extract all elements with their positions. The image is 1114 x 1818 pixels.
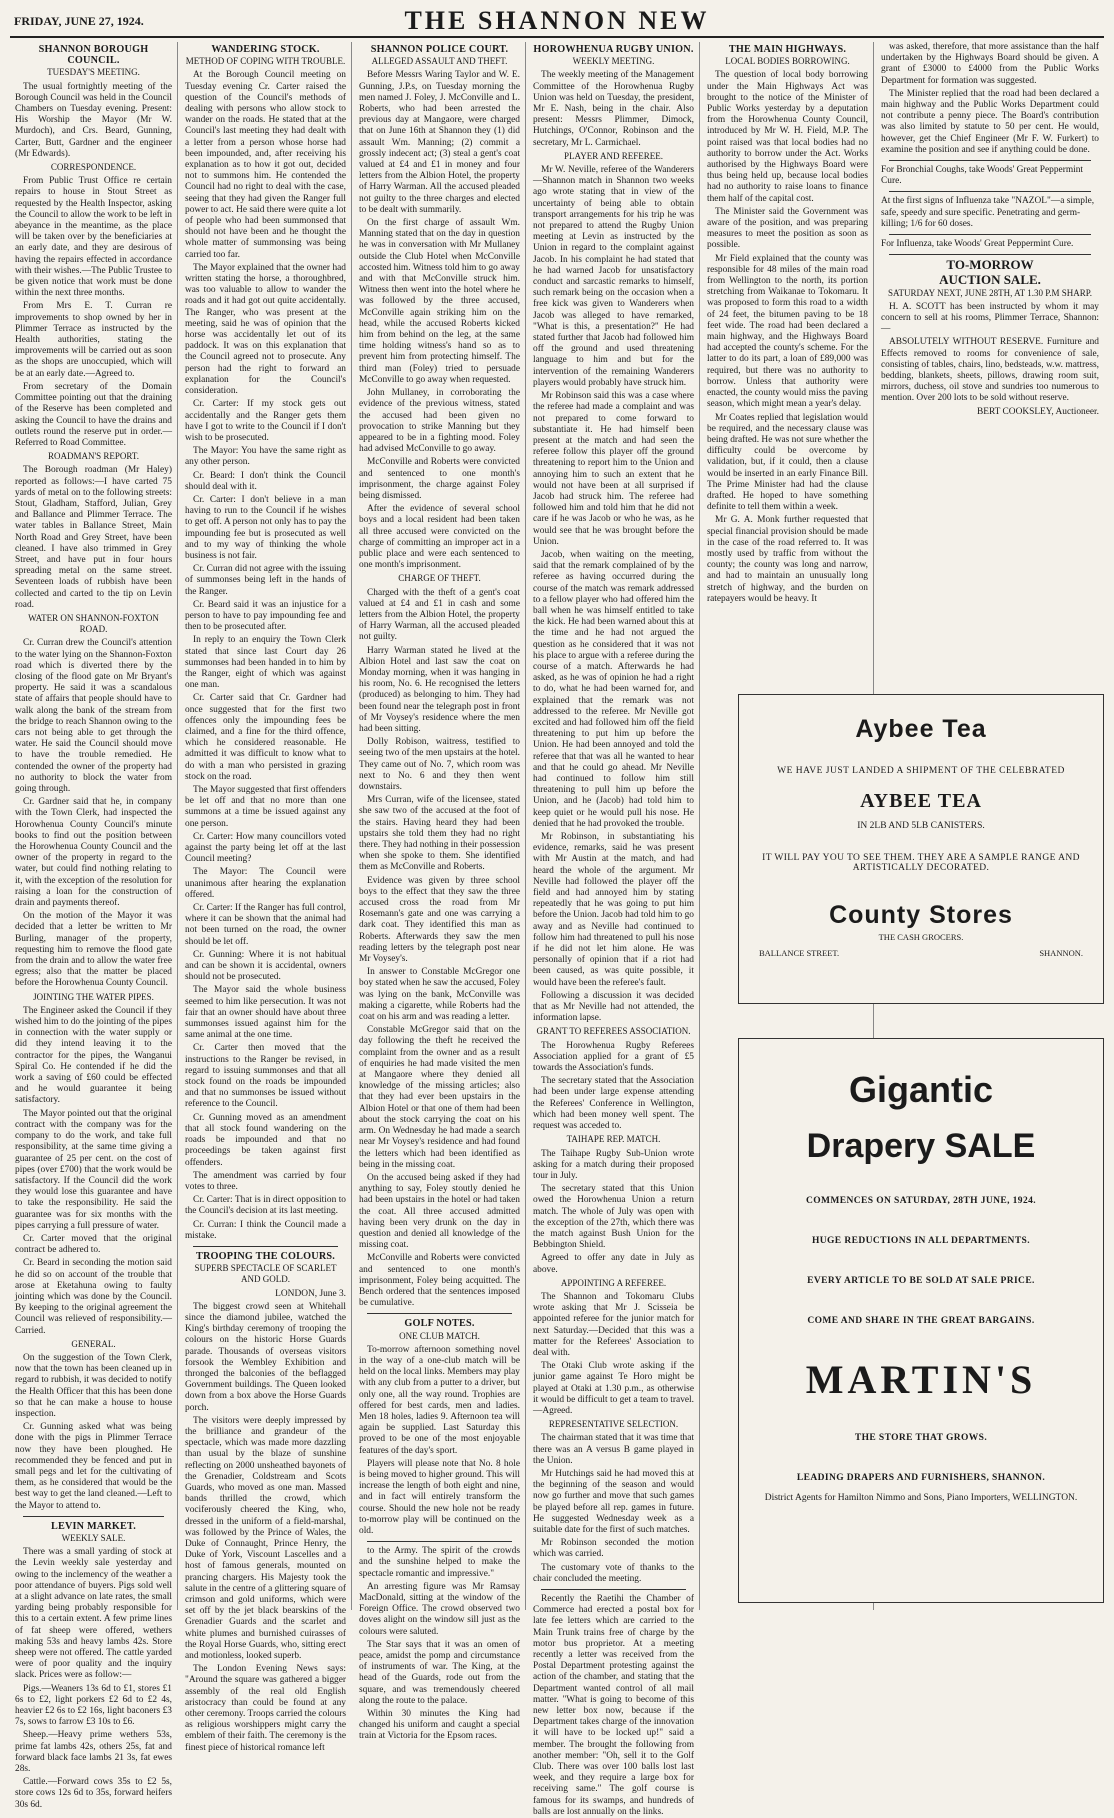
ad-text: For Influenza, take Woods' Great Peppermint Cure. [881, 239, 1074, 250]
paragraph: Cr. Curran drew the Council's attention to the water lying on the Shannon-Foxton road which is diverted there by the closing of the flood gate on Mr Bryant's property. He said it was a scandalous state of affairs that people should have to walk along the bank of the stream from the bridge to reach Shannon owing to the cars not being able to get through the water. He said the Council should move to have the trouble remedied. He contended the owner of the property had no authority to block the water from going through. [15, 638, 172, 794]
masthead [10, 6, 1104, 38]
section-subhead: CHARGE OF THEFT. [398, 573, 481, 584]
paragraph: From Public Trust Office re certain repairs to house in Stout Street as requested by the Health Inspector, asking the Council to allow the work to be left in abeyance in the meantime, as the place will be taken over by the beneficiaries at an early date, and they are desirous of having the repairs effected in accordance with their wishes.—The Public Trustee to be given notice that work must be done within the next three months. [15, 176, 172, 299]
nazol-ad [881, 196, 1099, 230]
paragraph: Constable McGregor said that on the day following the theft he received the complaint from the owner and as a result of enquiries he had made visited the men at Mangaore where they denied all knowledge of the missing articles; also that they had ever been upstairs in the Albion Hotel or that one of them had been about the stock carrying the coat on his arm. On Wednesday he had made a search near Mr Voysey's residence and had found the letters which had been identified as being in the missing coat. [359, 1025, 520, 1170]
paragraph: On the motion of the Mayor it was decided that a letter be written to Mr Burling, manager of the property, requesting him to remove the flood gate from the drain and to allow the water free egress; also that the matter be placed before the Horowhenua County Council. [15, 911, 172, 989]
paragraph: Cr. Gardner said that he, in company with the Town Clerk, had inspected the Horowhenua County Council's minute books to find out the position between the Horowhenua County Council and the owner of the property in regard to the water, but could find nothing relating to it, with the exception of the resolution for raising a loan for the construction of drain and payments thereof. [15, 797, 172, 909]
paragraph: The weekly meeting of the Management Committee of the Horowhenua Rugby Union was held on Tuesday, the president, Mr E. Nash, being in the chair. Also present: Messrs Plimmer, Dimock, Hutchings, O'Connor, Robinson and the secretary, Mr L. Carmichael. [533, 70, 694, 148]
paragraph: The Shannon and Tokomaru Clubs wrote asking that Mr J. Scisseia be appointed referee for the junior match for next Saturday.—Decided that this was a matter for the Referees' Association to deal with. [533, 1291, 694, 1358]
article-subhead: TUESDAY'S MEETING. [47, 67, 140, 78]
divider [23, 1516, 164, 1517]
paragraph: The Star says that it was an omen of peace, amidst the pomp and circumstance of instruments of war. The King, at the head of the Guards, rode out from the square, and was tremendously cheered along the route to the palace. [359, 1639, 520, 1706]
paragraph: Cr. Carter then moved that the instructions to the Ranger be revised, in regard to issuing summonses and that all stock found on the roads be impounded and that no summonses be issued without reference to the Council. [185, 1043, 346, 1110]
paragraph: ABSOLUTELY WITHOUT RESERVE. Furniture and Effects removed to rooms for convenience of sale, consisting of tables, chairs, lino, bedsteads, w.w. mattress, bedding, blankets, sheets, pillows, drawing room suit, mirrors, duchess, oil stove and sundries too numerous to mention. Over 200 lots to be sold without reserve. [881, 337, 1099, 404]
divider [889, 234, 1091, 235]
paragraph: Cr. Curran: I think the Council made a mistake. [185, 1219, 346, 1241]
paragraph: Before Messrs Waring Taylor and W. E. Gunning, J.P.s, on Tuesday morning the men named J. Foley, J. McConville and L. Roberts, who had been arrested the previous day at Mangaore, were charged that on June 16th at Shannon they (1) did assault Wm. Manning; (2) commit a grossly indecent act; (3) steal a gent's coat valued at £4 and £1 in money and four letters from the Albion Hotel, the property of Harry Warman. All the accused pleaded not guilty to the three charges and elected to be dealt with summarily. [359, 70, 520, 215]
paragraph: On the suggestion of the Town Clerk, now that the town has been cleaned up in regard to rubbish, it was decided to notify the Health Officer that this has been done so that he can make a house to house inspection. [15, 1352, 172, 1419]
section-subhead: APPOINTING A REFEREE. [560, 1277, 667, 1288]
paragraph: McConville and Roberts were convicted and sentenced to one month's imprisonment, the charge against Foley being dismissed. [359, 457, 520, 501]
paragraph: An arresting figure was Mr Ramsay MacDonald, sitting at the window of the Foreign Office. The crowd observed two doves alight on the window sill just as the colours were saluted. [359, 1581, 520, 1637]
section-subhead: GRANT TO REFEREES ASSOCIATION. [536, 1026, 691, 1037]
paragraph: The Mayor explained that the owner had written stating the horse, a thoroughbred, was too valuable to allow to wander the roads and it had got out quite accidentally. The Ranger, who was present at the meeting, said he was of opinion that the horse was accidentally let out of its paddock. It was on this explanation that the Council agreed not to prosecute. Any person had the right to forward an explanation for the Council's consideration. [185, 262, 346, 397]
article-headline: SHANNON BOROUGH COUNCIL. [38, 44, 149, 67]
drapery-line: LEADING DRAPERS AND FURNISHERS, SHANNON. [796, 1473, 1046, 1483]
article-headline: SHANNON POLICE COURT. [370, 44, 509, 55]
paragraph: Cattle.—Forward cows 35s to £2 5s, store cows 12s 6d to 35s, forward heifers 30s 6d. [15, 1777, 172, 1810]
aybee-canisters: IN 2LB AND 5LB CANISTERS. [857, 821, 985, 831]
divider [889, 191, 1091, 192]
paragraph: On the accused being asked if they had anything to say, Foley stoutly denied he had been upstairs in the hotel or had taken the coat. All three accused admitted having been very drunk on the day in question and denied all knowledge of the missing coat. [359, 1172, 520, 1251]
paragraph: Within 30 minutes the King had changed his uniform and caught a special train at Victoria for the Epsom races. [359, 1709, 520, 1742]
paragraph: From Mrs E. T. Curran re improvements to shop owned by her in Plimmer Terrace as instructed by the Health authorities, stating the improvements will be carried out as soon as the shops are unoccupied, which will be at an early date.—Agreed to. [15, 301, 172, 379]
paragraph: From secretary of the Domain Committee pointing out that the draining of the Reserve has been completed and asking the Council to have the drains and outlets round the reserve put in order.—Referred to Road Committee. [15, 381, 172, 448]
address-left: BALLANCE STREET. [759, 948, 840, 958]
paragraph: Cr. Carter: I don't believe in a man having to run to the Council if he wishes to get off. A person not only has to pay the impounding fee but is prosecuted as well and to my way of thinking the whole business is not fair. [185, 494, 346, 561]
paragraph: The London Evening News says: "Around the square was gathered a bigger assembly of the real old English aristocracy than could be found at any other ceremony. Troops carried the colours as religious worshippers might carry the emblem of their faith. The ceremony is the finest piece of historical romance left [185, 1664, 346, 1753]
paragraph: Sheep.—Heavy prime wethers 53s, prime fat lambs 42s, others 25s, fat and forward black face lambs 21 3s, fat ewes 28s. [15, 1730, 172, 1775]
paragraph: Cr. Carter: That is in direct opposition to the Council's decision at its last meeting. [185, 1195, 346, 1217]
paragraph: Cr. Beard in seconding the motion said he did so on account of the trouble that arose at Eketahuna owing to faulty jointing which was done by the Council. By keeping to the original agreement the Council was relieved of responsibility.—Carried. [15, 1258, 172, 1336]
paragraph: Agreed to offer any date in July as above. [533, 1253, 694, 1275]
article-headline: THE MAIN HIGHWAYS. [728, 44, 847, 55]
paragraph: Cr. Gunning asked what was being done with the pigs in Plimmer Terrace now they have been ploughed. He recommended they be fenced and put in small pegs and let for the cultivating of them, as he considered that would be the best way to get the land cleaned.—Left to the Mayor to attend to. [15, 1422, 172, 1511]
paragraph: Pigs.—Weaners 13s 6d to £1, stores £1 6s to £2, light porkers £2 6d to £2 4s, heavier £2 6s to £2 16s, light baconers £3 7s, sows to farrow £3 10s to £6. [15, 1683, 172, 1728]
county-address [749, 948, 1093, 958]
article-headline: LEVIN MARKET. [50, 1520, 137, 1532]
paragraph: The visitors were deeply impressed by the brilliance and grandeur of the spectacle, which was made more dazzling than usual by the blaze of sunshine reflecting on 2000 unsheathed bayonets of the Grenadier, Coldstream and Scots Guards, who moved as one man. Massed bands thrilled the crowd, which vociferously cheered the King, who, dressed in the uniform of a field-marshal, was followed by the Prince of Wales, the Duke of Connaught, Prince Henry, the Duke of York, Viscount Lascelles and a host of famous generals, mounted on prancing chargers. His Majesty took the salute in the centre of a glittering square of crimson and gold uniforms, which were set off by the jet black bearskins of the Grenadier Guards and the scarlet and white plumes and burnished cuirasses of the Royal Horse Guards, who, sitting erect and motionless, looked superb. [185, 1415, 346, 1662]
ad-text: At the first signs of Influenza take "NAZOL"—a simple, safe, speedy and sure specific. Penetrating and germ-killing; 1/6 for 60 doses. [881, 196, 1095, 229]
article-subhead: ALLEGED ASSAULT AND THEFT. [371, 56, 508, 67]
county-stores: County Stores [829, 901, 1013, 929]
paragraph: Mr Robinson, in substantiating his evidence, remarks, said he was present with Mr Austin at the match, and had heard the whole of the argument. Mr Neville had followed the player off the field and had annoyed him by stating repeatedly that he was going to put him before the Union. Jacob had told him to go away and as Neville had continued to follow him had threatened to pull his nose if he did not let him alone. He was personally of opinion that if a riot had been caused, as was quite possible, it would have been the referee's fault. [533, 832, 694, 988]
paragraph: Dolly Robison, waitress, testified to seeing two of the men upstairs at the hotel. They came out of No. 7, which room was next to No. 6 and they then went downstairs. [359, 737, 520, 792]
paragraph: Mr Robinson said this was a case where the referee had made a complaint and was not prepared to come forward to substantiate it. He had himself been present at the match and had seen the referee follow this player off the ground threatening to report him to the Union and annoying him to such an extent that he would not have been at all surprised if Jacob had struck him. The referee had followed him and told him that he did not care if he was Jacob or who he was, as he would see that he was brought before the Union. [533, 391, 694, 547]
section-subhead: CORRESPONDENCE. [50, 162, 137, 173]
address-right: SHANNON. [1039, 948, 1083, 958]
section-subhead: GENERAL. [71, 1338, 116, 1349]
paragraph: The Minister said the Government was aware of the position, and was preparing measures to meet the position as soon as possible. [707, 206, 868, 251]
paragraph: In answer to Constable McGregor one boy stated when he saw the accused, Foley was lying on the bank, McConville was making a cigarette, while Roberts had the coat on his arm and was reading a letter. [359, 967, 520, 1023]
drapery-gigantic: Gigantic [848, 1069, 994, 1110]
paragraph: The customary vote of thanks to the chair concluded the meeting. [533, 1562, 694, 1584]
section-subhead: REPRESENTATIVE SELECTION. [548, 1419, 679, 1430]
drapery-line: THE STORE THAT GROWS. [854, 1433, 988, 1443]
ad-text: For Bronchial Coughs, take Woods' Great Peppermint Cure. [881, 165, 1084, 187]
paragraph: H. A. SCOTT has been instructed by whom it may concern to sell at his rooms, Plimmer Terrace, Shannon:— [881, 301, 1099, 335]
section-subhead: PLAYER AND REFEREE. [564, 150, 663, 161]
paragraph: Mr Robinson seconded the motion which was carried. [533, 1538, 694, 1560]
column-2 [180, 42, 352, 1753]
paragraph: Mr Hutchings said he had moved this at the beginning of the season and would now go further and move that such games be played before all rep. games in future. He suggested Wednesday week as a suitable date for the first of such matches. [533, 1468, 694, 1535]
article-subhead: ONE CLUB MATCH. [399, 1330, 480, 1341]
county-sub: THE CASH GROCERS. [878, 932, 964, 942]
auctioneer-signature: BERT COOKSLEY, Auctioneer. [976, 406, 1099, 417]
paragraph: The Mayor suggested that first offenders be let off and that no more than one summons at a time be issued against any one person. [185, 785, 346, 829]
paragraph: Charged with the theft of a gent's coat valued at £4 and £1 in cash and some letters from the Albion Hotel, the property of Harry Warman, all the accused pleaded not guilty. [359, 587, 520, 643]
article-subhead: WEEKLY MEETING. [572, 56, 655, 67]
article-headline: HOROWHENUA RUGBY UNION. [533, 44, 694, 55]
aybee-note: IT WILL PAY YOU TO SEE THEM. THEY ARE A SAMPLE RANGE AND ARTISTICALLY DECORATED. [762, 853, 1080, 873]
drapery-sale-ad [738, 1038, 1104, 1603]
paragraph: Cr. Carter: If the Ranger has full control, where it can be shown that the animal had not been turned on the road, the owner should be let off. [185, 903, 346, 947]
paragraph: Mr Field explained that the county was responsible for 48 miles of the main road from Wellington to the north, its portion stretching from Waikanae to Tokomaru. It was proposed to form this road to a width of 24 feet, the bitumen paving to be 18 feet wide. The road had been declared a main highway, and the Highways Board had accepted the county's scheme. For the latter to do its part, a loan of £89,000 was required, but there was no authority to borrow. Unless that authority were enacted, the county would miss the paving season, which might mean a year's delay. [707, 253, 868, 410]
article-subhead: LOCAL BODIES BORROWING. [725, 56, 850, 67]
drapery-agent: District Agents for Hamilton Nimmo and Sons, Piano Importers, WELLINGTON. [764, 1493, 1078, 1503]
drapery-sale-title: Drapery SALE [806, 1127, 1036, 1165]
paragraph: The Horowhenua Rugby Referees Association applied for a grant of £5 towards the Association's funds. [533, 1040, 694, 1074]
column-4 [528, 42, 700, 1817]
paragraph: In reply to an enquiry the Town Clerk stated that since last Court day 26 summonses had been handed in to him by the Ranger, eight of which was against one man. [185, 635, 346, 691]
aybee-tea-ad [738, 694, 1104, 1004]
martins-logo: MARTIN'S [805, 1357, 1037, 1402]
paragraph: The Taihape Rugby Sub-Union wrote asking for a match during their proposed tour in July. [533, 1148, 694, 1181]
divider [367, 1541, 512, 1542]
drapery-line: HUGE REDUCTIONS IN ALL DEPARTMENTS. [811, 1236, 1031, 1246]
paragraph: was asked, therefore, that more assistance than the half undertaken by the Highways Board should be given. A grant of £3000 to £4000 from the Public Works Department for formation was suggested. [881, 42, 1099, 86]
paragraph: At the Borough Council meeting on Tuesday evening Cr. Carter raised the question of the Council's methods of dealing with persons who allow stock to wander on the roads. He stated that at the Council's last meeting they had dealt with a letter from a person whose horse had been impounded, and, after receiving his explanation as to how it got out, decided not to summons him. He contended the Council had no right to deal with the case, seeing that they had given the Ranger full power to act. He said there were quite a lot of people who had been summonsed that should not have been and he thought the whole matter of summonsing was being carried too far. [185, 70, 346, 260]
paragraph: The secretary stated that the Association had been under large expense attending the Referees' Conference in Wellington, which had been money well spent. The request was acceded to. [533, 1076, 694, 1132]
article-subhead: METHOD OF COPING WITH TROUBLE. [185, 56, 346, 67]
drapery-line: EVERY ARTICLE TO BE SOLD AT SALE PRICE. [807, 1276, 1035, 1286]
auction-date: SATURDAY NEXT, JUNE 28TH, AT 1.30 P.M SHARP. [887, 287, 1093, 298]
paragraph: The Mayor: You have the same right as any other person. [185, 446, 346, 468]
section-subhead: ROADMAN'S REPORT. [48, 451, 139, 462]
paragraph: to the Army. The spirit of the crowds and the sunshine helped to make the spectacle romantic and impressive." [359, 1546, 520, 1579]
paragraph: Cr. Gunning moved as an amendment that all stock found wandering on the roads be impounded and that no proceedings be taken against first offenders. [185, 1112, 346, 1168]
paragraph: Cr. Carter: If my stock gets out accidentally and the Ranger gets them have I got to write to the Council if I don't wish to be prosecuted. [185, 399, 346, 443]
issue-date: FRIDAY, JUNE 27, 1924. [14, 13, 144, 28]
paragraph: McConville and Roberts were convicted and sentenced to one month's imprisonment, Foley being acquitted. The Bench ordered that the sentences imposed be cumulative. [359, 1253, 520, 1309]
influenza-ad [881, 239, 1099, 250]
divider [193, 1246, 338, 1247]
article-headline: GOLF NOTES. [404, 1318, 475, 1330]
section-subhead: TAIHAPE REP. MATCH. [566, 1134, 661, 1145]
paragraph: Cr. Beard said it was an injustice for a person to have to pay impounding fee and then to be prosecuted after. [185, 599, 346, 633]
paragraph: Cr. Carter said that Cr. Gardner had once suggested that for the first two offences only the impounding fees be claimed, and a fine for the third offence, which he considered reasonable. He admitted it was difficult to know what to do with a man who persisted in grazing stock on the road. [185, 693, 346, 782]
paragraph: Players will please note that No. 8 hole is being moved to higher ground. This will increase the length of both eight and nine, and in fact will entirely transform the course. Should the new hole not be ready to-morrow play will be continued on the old. [359, 1458, 520, 1536]
paragraph: The usual fortnightly meeting of the Borough Council was held in the Council Chambers on Tuesday evening. Present: His Worship the Mayor (Mr W. Murdoch), and Crs. Beard, Gunning, Carter, Butt, Gardner and the engineer (Mr Edwards). [15, 81, 172, 159]
paragraph: The Mayor said the whole business seemed to him like persecution. It was not fair that an owner should have about three summonses issued against him for the same animal at the one time. [185, 985, 346, 1041]
paragraph: Mr Coates replied that legislation would be required, and the necessary clause was being drafted. He was not sure whether the difficulty could be overcome by validation, but, if it could, then a clause would be inserted in an early Finance Bill. The Prime Minister had had the clause drafted. He hoped to have something definite to tell them within a week. [707, 412, 868, 513]
divider [889, 254, 1091, 255]
paragraph: Cr. Carter: How many councillors voted against the party being let off at the last Council meeting? [185, 831, 346, 865]
aybee-title: Aybee Tea [855, 715, 987, 743]
paragraph: The Engineer asked the Council if they wished him to do the jointing of the pipes in connection with the water supply or did they intend leaving it to the contractor for the pipes, the Wanganui Spiral Co. He contended if he did the work a saving of £60 could be effected and he would guarantee it being satisfactory. [15, 1005, 172, 1106]
drapery-line: COMMENCES ON SATURDAY, 28TH JUNE, 1924. [805, 1196, 1037, 1206]
paragraph: To-morrow afternoon something novel in the way of a one-club match will be held on the local links. Members may play with any club from a putter to a driver, but only one, all the way round. Trophies are offered for best cards, men and ladies. Men 18 holes, ladies 9. Afternoon tea will again be supplied. Last Saturday this proved to be one of the most enjoyable features of the day's sport. [359, 1344, 520, 1456]
paragraph: On the first charge of assault Wm. Manning stated that on the day in question he was in conversation with Mr Mullaney outside the Club Hotel when McConville accosted him. Witness told him to go away and with that McConville struck him. Witness then went into the hotel where he was followed by the three accused, McConville again striking him on the head, while the accused Roberts kicked him from behind on the leg, at the same time holding witness's hand so as to prevent him from protecting himself. The third man (Foley) tried to persuade McConville to go away when requested. [359, 218, 520, 385]
paragraph: Recently the Raetihi the Chamber of Commerce had erected a postal box for late fee letters which are carried to the Main Trunk trains free of charge by the motor bus proprietor. At a meeting recently a letter was received from the Postal Department protesting against the action of the chamber, and stating that the Department wanted control of all mail matter. "What is going to become of this new letter box now, because if the Department takes charge of the innovation it will have to be locked up!" said a member. The brought the following from another member: "Oh, sell it to the Golf Club. There was over 100 balls lost last week, and they require a large box for receiving same." The golf course is famous for its swamps, and hundreds of balls are lost annually on the links. [533, 1594, 694, 1817]
paragraph: Harry Warman stated he lived at the Albion Hotel and last saw the coat on Monday morning, when it was hanging in his room, No. 6. He recognised the letters (produced) as belonging to him. They had been found near the telegraph post in front of Mr Voysey's residence where the men had been sitting. [359, 645, 520, 734]
column-1 [10, 42, 178, 1810]
paragraph: The Mayor pointed out that the original contract with the company was for the company to do the work, and take full responsibility, at the same time giving a guarantee of 25 per cent. on the cost of pipes (over £700) that the work would be satisfactory. If the Council did the work they would lose this guarantee and have to take the responsibility. He said the guarantee was for six months with the pipes carrying a full pressure of water. [15, 1108, 172, 1231]
article-subhead: SUPERB SPECTACLE OF SCARLET AND GOLD. [194, 1263, 337, 1285]
paragraph: After the evidence of several school boys and a local resident had been taken all three accused were convicted on the charge of committing an improper act in a public place and were each sentenced to one month's imprisonment. [359, 504, 520, 571]
aybee-big: AYBEE TEA [860, 790, 982, 812]
newspaper-title: THE SHANNON NEW [404, 6, 710, 35]
paragraph: Evidence was given by three school boys to the effect that they saw the three accused cross the road from Mr Rosemann's gate and one was carrying a dark coat. They identified this man as Roberts. Afterwards they saw the men reading letters by the telegraph post near Mr Voysey's. [359, 875, 520, 965]
paragraph: Mrs Curran, wife of the licensee, stated she saw two of the accused at the foot of the stairs. Having heard they had been upstairs she told them they had no right there. They had nothing in their possession when she spoke to them. She identified them as McConville and Roberts. [359, 795, 520, 873]
paragraph: The Minister replied that the road had been declared a main highway and the Public Works Department could not contribute a penny piece. The Board's contribution was also limited by statute to 50 per cent. He would, however, get the Chief Engineer (Mr F. W. Furkert) to examine the position and see if anything could be done. [881, 88, 1099, 155]
paragraph: Jacob, when waiting on the meeting, said that the remark complained of by the referee as having occurred during the course of the match was remark addressed to a fellow player who had offered him the ball when he was himself entitled to take the kick. He had been warned about this at the time and he had not argued the question as he considered that it was not his place to argue with a referee during the course of a match. Afterwards he had asked, as he was of opinion he had a right to do, what he had been warned for, and explained that the remark was not addressed to the referee. Mr Neville got excited and had followed him off the field threatening to put him up before the Union. He had been annoyed and told the referee that that was all he wanted to hear and that he could go ahead. Mr Neville had continued to follow him still threatening to pull him up before the Union, and he (Jacob) had told him to keep quiet or he would pull his nose. He denied that he had provoked the trouble. [533, 549, 694, 829]
paragraph: The Borough roadman (Mr Haley) reported as follows:—I have carted 75 yards of metal on to the following streets: Stout, Gladham, Stafford, Julian, Grey and Ballance and Plimmer Terrace. The water tables in Ballance Street, Main North Road and Grey Street, have been cleaned. I have also trimmed in Grey Street, and have put in four hours spreading metal on the same street. Seventeen loads of rubbish have been collected and carted to the tip on Levin road. [15, 465, 172, 610]
paragraph: John Mullaney, in corroborating the evidence of the previous witness, stated the accused had been given no provocation to strike Manning but they appeared to be in a fighting mood. Foley had advised McConville to go away. [359, 388, 520, 455]
column-3 [354, 42, 526, 1742]
columns [10, 38, 1104, 1817]
paragraph: The secretary stated that this Union owed the Horowhenua Union a return match. The whole of July was open with the exception of the 27th, which there was the match against Bush Union for the Bebbington Shield. [533, 1184, 694, 1251]
section-subhead: WATER ON SHANNON-FOXTON ROAD. [28, 612, 159, 635]
article-headline: TROOPING THE COLOURS. [195, 1250, 336, 1262]
paragraph: The amendment was carried by four votes to three. [185, 1170, 346, 1192]
paragraph: The chairman stated that it was time that there was an A versus B game played in the Union. [533, 1433, 694, 1466]
paragraph: Cr. Curran did not agree with the issuing of summonses being left in the hands of the Ranger. [185, 564, 346, 597]
paragraph: The Mayor: The Council were unanimous after hearing the explanation offered. [185, 867, 346, 900]
divider [367, 1313, 512, 1314]
paragraph: Following a discussion it was decided that as Mr Neville had not attended, the information lapse. [533, 990, 694, 1024]
paragraph: Cr. Beard: I don't think the Council should deal with it. [185, 470, 346, 492]
dateline: LONDON, June 3. [275, 1288, 346, 1299]
paragraph: The question of local body borrowing under the Main Highways Act was brought to the notice of the Minister of Public Works yesterday by a deputation from the Horowhenua County Council, introduced by Mr W. H. Field, M.P. The point raised was that local bodies had no authority to borrow under the Act. Works authorised by the Highways Board were thus being held up, because local bodies had no authority to raise loans to finance them half of the capital cost. [707, 70, 868, 204]
auction-head: TO-MORROW [946, 257, 1034, 273]
paragraph: Mr W. Neville, referee of the Wanderers—Shannon match in Shannon two weeks ago wrote stating that in view of the uncertainty of being able to obtain transport arrangements for his trip he was not prepared to attend the Rugby Union meeting at Levin as instructed by the Union in regard to the complaint against Jacob. In his complaint he had stated that he had warned Jacob for unsatisfactory conduct and sarcastic remarks to himself, such remark being on the occasion when a free kick was given to Wanderers when Jacob was alleged to have remarked, "What is this, a presentation?" He had stated further that Jacob had followed him off the ground and used threatening language to him and but for the intervention of the remaining Wanderers players would probably have struck him. [533, 165, 694, 388]
article-subhead: WEEKLY SALE. [61, 1533, 126, 1543]
aybee-line: WE HAVE JUST LANDED A SHIPMENT OF THE CELEBRATED [777, 766, 1065, 776]
paragraph: Cr. Gunning: Where it is not habitual and can be shown it is accidental, owners should not be prosecuted. [185, 949, 346, 983]
paragraph: Cr. Carter moved that the original contract be adhered to. [15, 1233, 172, 1256]
divider [541, 1589, 686, 1590]
paragraph: There was a small yarding of stock at the Levin weekly sale yesterday and owing to the inclemency of the weather a poor attendance of buyers. Pigs sold well at a slight advance on late rates, the small yarding being probably responsible for this to a certain extent. A few prime lines of fat sheep were offered, wethers making 53s and heavy lambs 42s. Store sheep were not offered. The cattle yarded were of poor quality and the inquiry slack. Prices were as follow:— [15, 1547, 172, 1681]
paragraph: Mr G. A. Monk further requested that special financial provision should be made in the case of the road referred to. It was mostly used by traffic from without the county; the county was long and narrow, and had to maintain an unusually long stretch of highway, and the burden on ratepayers would be heavy. It [707, 515, 868, 604]
divider [889, 160, 1091, 161]
section-subhead: JOINTING THE WATER PIPES. [33, 991, 154, 1002]
cough-cure-ad [881, 165, 1099, 187]
auction-title: AUCTION SALE. [939, 272, 1041, 288]
paragraph: The Otaki Club wrote asking if the junior game against Te Horo might be played at Otaki at 1.30 p.m., as otherwise it would be difficult to get a team to travel.—Agreed. [533, 1361, 694, 1416]
article-headline: WANDERING STOCK. [211, 44, 320, 55]
paragraph: The biggest crowd seen at Whitehall since the diamond jubilee, watched the King's birthday ceremony of trooping the colours on the historic Horse Guards parade. Thousands of overseas visitors forsook the Wembley Exhibition and thronged the balconies of the beflagged Government buildings. The Queen looked down from a box above the Horse Guards porch. [185, 1301, 346, 1413]
drapery-line: COME AND SHARE IN THE GREAT BARGAINS. [807, 1316, 1035, 1326]
